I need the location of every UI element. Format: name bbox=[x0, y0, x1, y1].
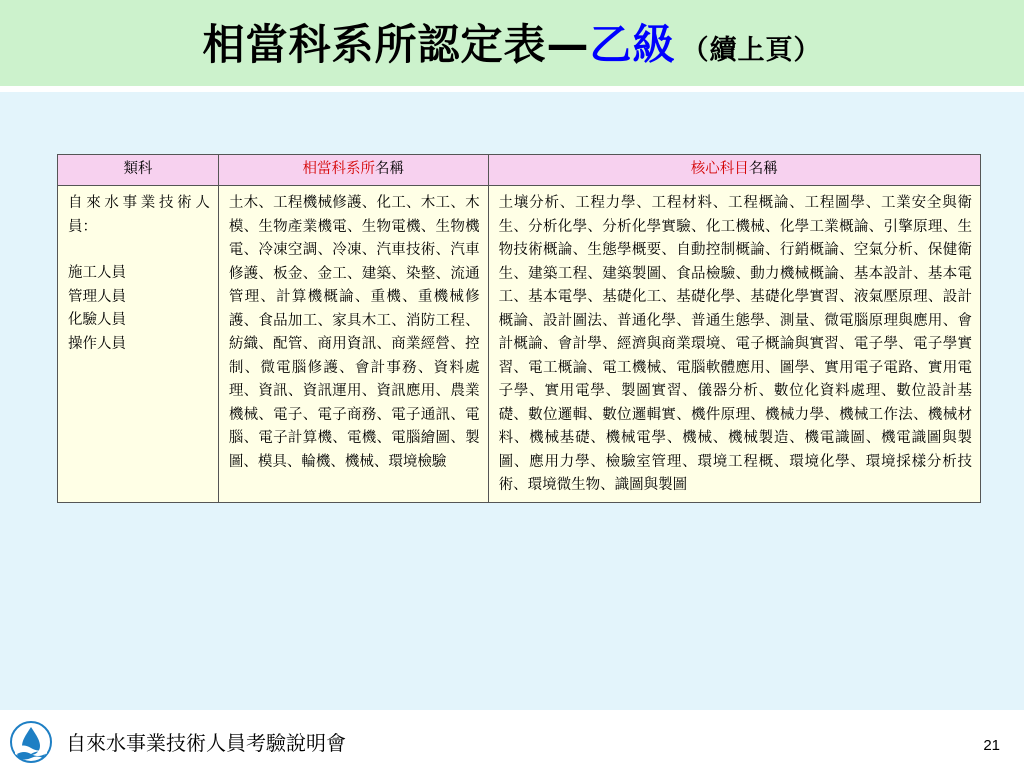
category-item: 化驗人員 bbox=[68, 312, 126, 328]
equivalent-departments-table bbox=[57, 154, 981, 503]
title-continued-text: （續上頁） bbox=[681, 35, 822, 66]
page-number: 21 bbox=[983, 737, 1000, 754]
category-item: 操作人員 bbox=[68, 335, 126, 352]
category-title: 自來水事業技術人員： bbox=[68, 195, 210, 235]
header-core-subjects bbox=[488, 155, 980, 186]
category-item: 管理人員 bbox=[68, 288, 126, 305]
header-category: 類科 bbox=[58, 155, 219, 186]
header-core-subjects-highlight: 核心科目 bbox=[690, 161, 749, 178]
header-core-subjects-rest: 名稱 bbox=[748, 161, 778, 178]
departments-cell: 土木、工程機械修護、化工、木工、木模、生物產業機電、生物電機、生物機電、冷凍空調、冷凍、汽車技術、汽車修護、板金、金工、建築、染整、流通管理、計算機概論、重機、重機械修護、食品加工、家具木工、消防工程、紡織、配管、商用資訊、商業經營、控制、微電腦修護、會計事務、資料處理、資訊、資訊運用、資訊應用、農業機械、電子、電子商務、電子通訊、電腦、電子計算機、電機、電腦繪圖、製圖、模具、輪機、機械、環境檢驗 bbox=[218, 186, 488, 503]
footer-organization-text: 自來水事業技術人員考驗說明會 bbox=[66, 731, 346, 755]
category-spacer bbox=[68, 239, 210, 262]
water-drop-logo-icon bbox=[10, 721, 52, 763]
header-departments-rest: 名稱 bbox=[374, 161, 404, 178]
slide-title bbox=[0, 12, 1024, 72]
category-list bbox=[68, 192, 210, 356]
header-departments bbox=[218, 155, 488, 186]
table-row bbox=[58, 186, 981, 503]
title-main-text: 相當科系所認定表— bbox=[202, 20, 590, 69]
category-cell bbox=[58, 186, 219, 503]
header-departments-highlight: 相當科系所 bbox=[302, 161, 375, 178]
table-header-row bbox=[58, 155, 981, 186]
category-item: 施工人員 bbox=[68, 265, 126, 281]
core-subjects-cell: 土壤分析、工程力學、工程材料、工程概論、工程圖學、工業安全與衛生、分析化學、分析化學實驗、化工機械、化學工業概論、引擎原理、生物技術概論、生態學概要、自動控制概論、行銷概論、空氣分析、保健衛生、建築工程、建築製圖、食品檢驗、動力機械概論、基本設計、基本電工、基本電學、基礎化工、基礎化學、基礎化學實習、液氣壓原理、設計概論、設計圖法、普通化學、普通生態學、測量、微電腦原理與應用、會計概論、會計學、經濟與商業環境、電子概論與實習、電子學、電子學實習、電工概論、電工機械、電腦軟體應用、圖學、實用電子電路、實用電子學、實用電學、製圖實習、儀器分析、數位化資料處理、數位設計基礎、數位邏輯、數位邏輯實、機件原理、機械力學、機械工作法、機械材料、機械基礎、機械電學、機械、機械製造、機電識圖、機電識圖與製圖、應用力學、檢驗室管理、環境工程概、環境化學、環境採樣分析技術、環境微生物、識圖與製圖 bbox=[488, 186, 980, 503]
title-grade-text: 乙級 bbox=[589, 20, 676, 69]
